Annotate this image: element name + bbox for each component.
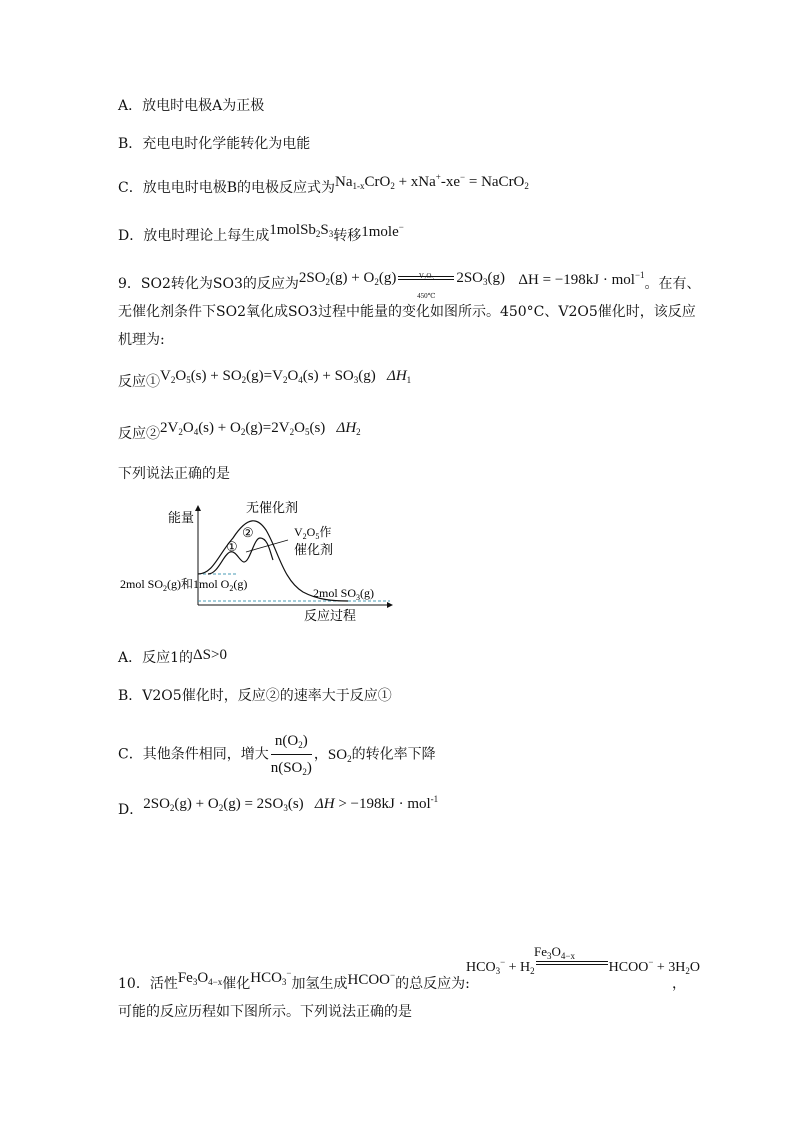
q9-delta-h: ΔH = −198kJ · mol$^{-1}$ (518, 270, 645, 288)
q9-question: 下列说法正确的是 (118, 466, 230, 482)
q9-option-c-ratio: $\frac{n(O_2)}{n(SO_2)}$ (271, 730, 312, 779)
q10-catalyst: $Fe_3O_{4-x}$ (177, 970, 223, 987)
q10-catalyst-label: $Fe_3O_{4-x}$ (534, 944, 575, 961)
q10-equation-main: $HCO_3^- + H_2$ HCOO− + $3H_2O$ (466, 957, 701, 976)
catalyst-label-1: $V_2O_5$作 (294, 525, 332, 541)
q9-option-c-end: 的转化率下降 (351, 746, 436, 763)
q10-line1-cat: 催化 (222, 976, 251, 992)
q8-option-d-electrons: 1mole− (361, 222, 404, 240)
q10-line2: 可能的反应历程如下图所示。下列说法正确的是 (118, 1004, 412, 1020)
q9-option-c-text: C．其他条件相同，增大 (118, 746, 269, 763)
q8-option-d-formula: $1molSb_2S_3$ (269, 222, 334, 239)
q9-catalyst-bottom: 450℃ (417, 291, 436, 300)
q8-option-c-text: C．放电电时电极B的电极反应式为 (118, 180, 335, 196)
q8-option-b: B．充电电时化学能转化为电能 (118, 136, 311, 152)
q9-option-d (118, 794, 439, 820)
q8-option-d (118, 222, 404, 246)
x-axis-label: 反应过程 (304, 608, 357, 623)
no-catalyst-label: 无催化剂 (246, 500, 299, 515)
q9-catalyst-arrow (398, 271, 454, 300)
products-label: 2mol $SO_3(g)$ (313, 586, 375, 602)
q10-bicarbonate: $HCO_3^-$ (250, 968, 292, 987)
q9-option-b: B．V2O5催化时，反应②的速率大于反应① (118, 688, 392, 704)
q10-total-equation (466, 940, 701, 990)
q9-reaction-2 (118, 420, 361, 444)
q10-line1-end: 的总反应为: (395, 976, 470, 992)
q9-option-a (118, 648, 227, 668)
catalyst-label-2: 催化剂 (294, 542, 334, 557)
q10-line1-start: 10．活性 (118, 976, 178, 992)
q9-option-c-so2: $SO_2$ (327, 746, 352, 764)
q8-option-d-mid: 转移 (333, 228, 362, 244)
q9-line3: 机理为: (118, 332, 165, 348)
q8-option-d-text: D．放电时理论上每生成 (118, 228, 270, 244)
q9-reaction-equation: $2SO_2(g) + O_2(g)$ $\frac{\text{V₂O₅}}{450℃}$ $2SO_3(g)$ (299, 270, 505, 286)
q9-option-a-math: ΔS>0 (193, 647, 227, 663)
q9-intro (118, 270, 701, 300)
q9-r2-label: 反应② (118, 426, 160, 442)
q9-option-d-equation: $2SO_2(g) + O_2(g) = 2SO_3(s) \Delta H > -198kJ \cdot mol^{-1}$ (143, 794, 439, 813)
step-2-label: ② (242, 525, 254, 540)
q8-option-c (118, 172, 529, 198)
reactants-label: 2mol $SO_2(g)$和1mol $O_2(g)$ (120, 577, 248, 593)
q9-catalyst-top: V₂O₅ (418, 271, 434, 280)
q10-formate: HCOO− (347, 970, 396, 988)
catalyst-pointer (246, 540, 288, 552)
q9-r2-equation: $2V_2O_4(s) + O_2(g)=2V_2O_5(s)$ $\Delta H_2$ (160, 420, 361, 437)
curve-with-catalyst (208, 538, 273, 574)
y-axis-label: 能量 (168, 510, 195, 525)
energy-diagram (118, 500, 398, 625)
step-1-label: ① (226, 539, 238, 554)
q10-line1 (118, 968, 470, 994)
q9-intro-start: 9．SO2转化为SO3的反应为 (118, 276, 299, 292)
q10-comma: ， (672, 976, 686, 992)
q9-option-d-label: D． (118, 802, 144, 818)
q9-option-c (118, 730, 436, 779)
q9-r1-label: 反应① (118, 374, 160, 390)
q10-line1-mid: 加氢生成 (291, 976, 348, 992)
q9-r1-equation: $V_2O_5(s) + SO_2(g)=V_2O_4(s) + SO_3(g)$ $\Delta H_1$ (160, 368, 412, 385)
q9-intro-end: 。在有、 (644, 276, 701, 292)
q8-option-c-equation: $Na_{1-x}CrO_2 + xNa^+-xe^-$ = NaCrO$_2$ (335, 172, 529, 191)
q9-option-c-mid: ， (313, 746, 328, 763)
q8-option-a: A．放电时电极A为正极 (118, 98, 265, 114)
q9-line2: 无催化剂条件下SO2氧化成SO3过程中能量的变化如图所示。450°C、V2O5催化时，该反应 (118, 304, 696, 320)
q9-reaction-1 (118, 368, 412, 392)
q9-option-a-text: A．反应1的 (118, 650, 194, 666)
